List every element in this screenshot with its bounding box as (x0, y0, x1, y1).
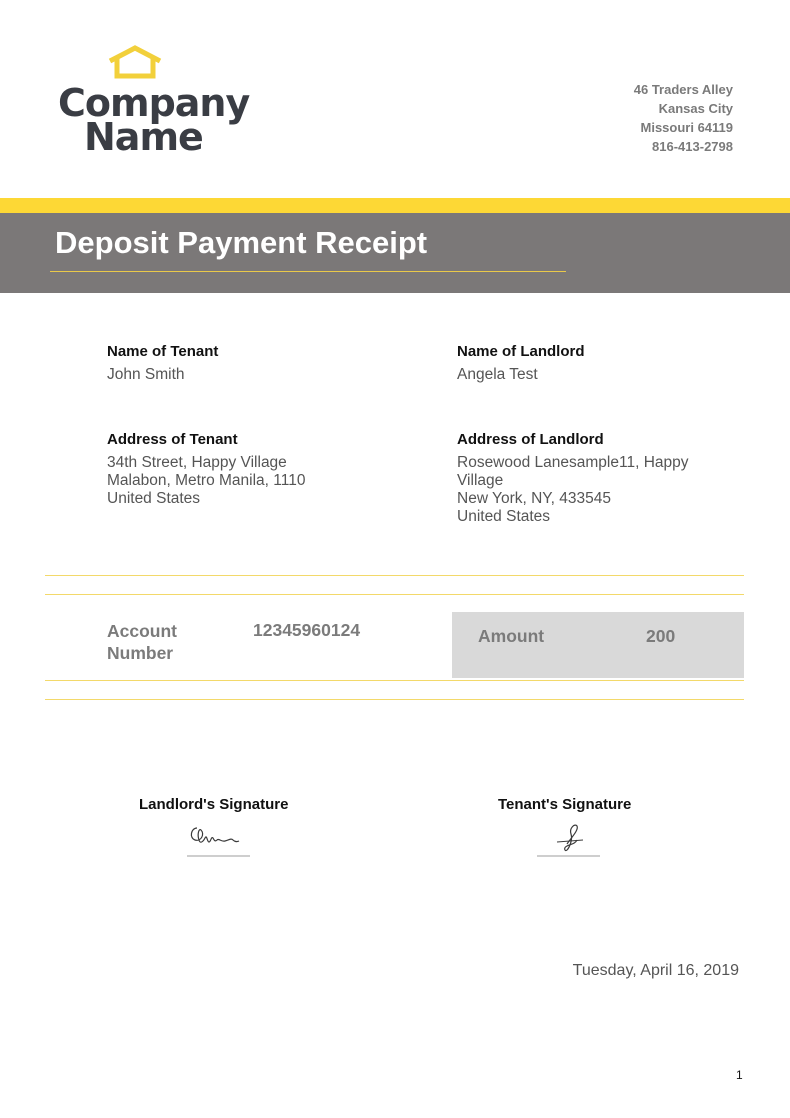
landlord-address-label: Address of Landlord (457, 431, 604, 448)
company-address-line: 46 Traders Alley (633, 82, 733, 97)
account-number-label (107, 620, 207, 664)
landlord-signature-label: Landlord's Signature (139, 796, 289, 813)
company-phone: 816-413-2798 (652, 139, 733, 154)
account-label-line: Number (107, 643, 174, 663)
company-address-line: Kansas City (658, 101, 733, 116)
account-number-value: 12345960124 (253, 620, 361, 640)
company-address (634, 80, 733, 156)
tenant-address-label: Address of Tenant (107, 431, 238, 448)
tenant-name: John Smith (107, 366, 185, 383)
house-logo-icon (107, 45, 163, 79)
amount-label: Amount (478, 626, 545, 646)
landlord-address-line: New York, NY, 433545 (457, 490, 611, 507)
tenant-address (107, 454, 305, 508)
tenant-address-line: Malabon, Metro Manila, 1110 (107, 472, 306, 489)
page-number: 1 (736, 1068, 743, 1082)
tenant-address-line: United States (107, 490, 201, 507)
receipt-date: Tuesday, April 16, 2019 (572, 962, 739, 979)
landlord-address-line: United States (457, 508, 551, 525)
logo-line-1: Company (58, 81, 250, 125)
divider (45, 699, 744, 700)
tenant-name-label: Name of Tenant (107, 343, 219, 360)
divider (45, 575, 744, 576)
landlord-address (457, 454, 689, 526)
landlord-name: Angela Test (457, 366, 538, 383)
title-underline (50, 271, 566, 272)
divider (45, 680, 744, 681)
landlord-address-line: Village (457, 472, 504, 489)
landlord-address-line: Rosewood Lanesample11, Happy (457, 454, 689, 471)
account-label-line: Account (107, 621, 177, 641)
company-address-line: Missouri 64119 (640, 120, 733, 135)
landlord-signature-image (183, 820, 253, 860)
tenant-signature-label: Tenant's Signature (498, 796, 632, 813)
page-title: Deposit Payment Receipt (55, 225, 428, 260)
landlord-name-label: Name of Landlord (457, 343, 585, 360)
divider (45, 594, 744, 595)
amount-value: 200 (646, 626, 676, 646)
tenant-signature-image (533, 820, 603, 860)
tenant-address-line: 34th Street, Happy Village (107, 454, 287, 471)
company-logo-text (58, 81, 250, 159)
banner-accent-stripe (0, 198, 790, 213)
logo-line-2: Name (84, 115, 203, 159)
